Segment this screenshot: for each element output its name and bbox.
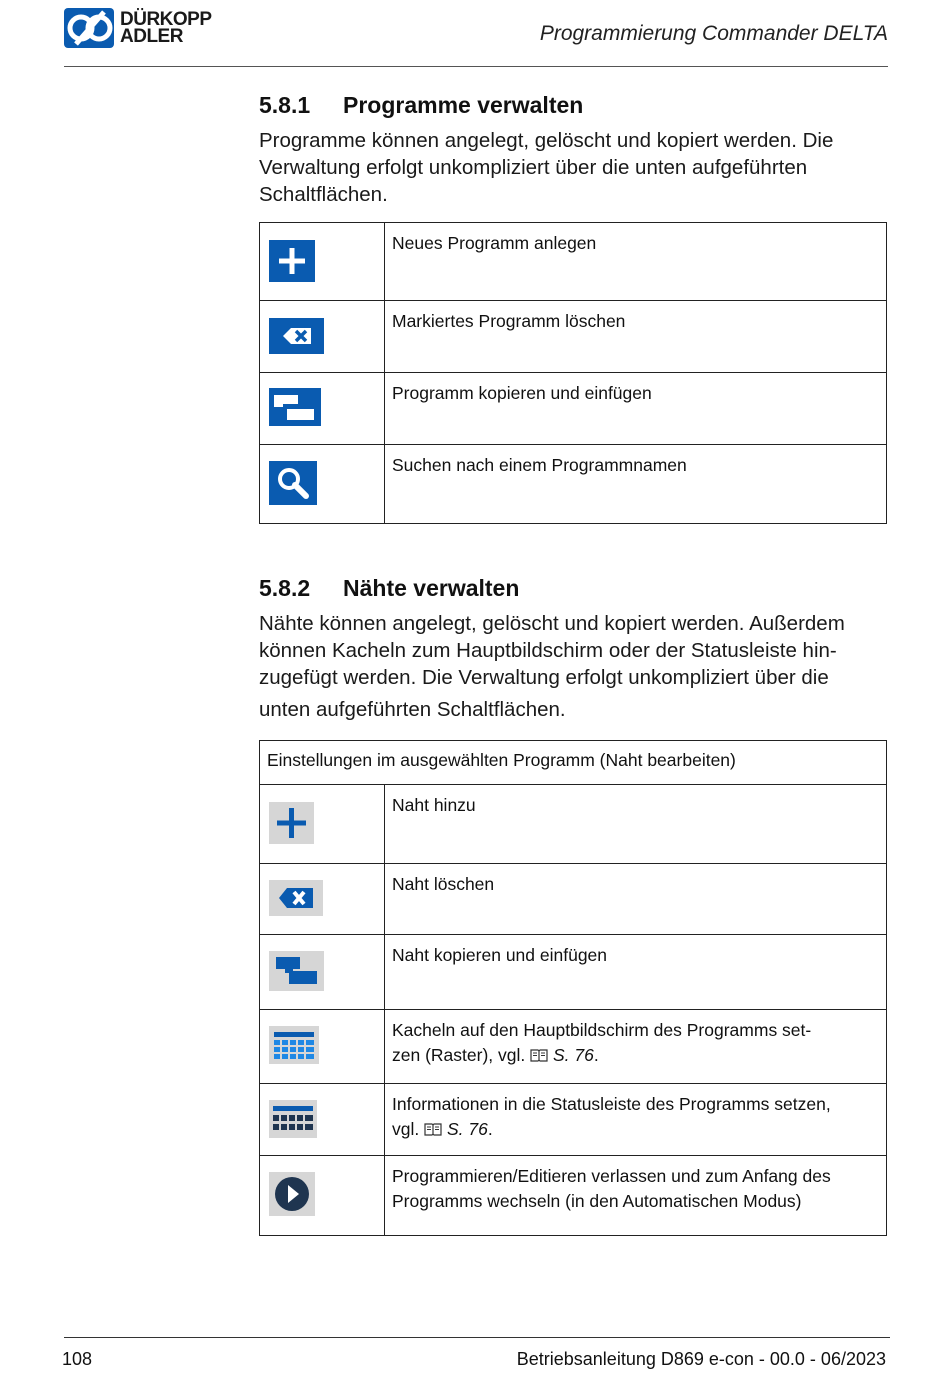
table-row [260,1010,887,1084]
paragraph-line: zugefügt werden. Die Verwaltung erfolgt unkompliziert über die [259,666,829,689]
section-heading [259,575,887,602]
description-line: Kacheln auf den Hauptbildschirm des Programms set- [392,1020,812,1040]
table-row [260,301,887,373]
copy-paste-icon [269,951,324,991]
paragraph-line: können Kacheln zum Hauptbildschirm oder der Statusleiste hin- [259,639,837,662]
section-paragraph: Programme können angelegt, gelöscht und kopiert werden. Die Verwaltung erfolgt unkompliziert über die unten aufgeführten Schaltflächen. [259,129,834,206]
plus-icon [269,240,315,282]
description-line: Programms wechseln (in den Automatischen Modus) [392,1191,802,1211]
page-reference-link[interactable]: S. 76 [446,1119,488,1139]
section-title: Nähte verwalten [343,575,520,601]
description-line [392,1043,879,1068]
description-cell: Neues Programm anlegen [385,223,887,301]
statusbar-tiles-icon [269,1100,317,1138]
description-line [392,1117,879,1142]
description-cell [385,1084,887,1156]
description-text: . [593,1045,599,1065]
logo-line-1: DÜRKOPP [120,9,212,30]
description-text: zen (Raster), vgl. [392,1045,531,1065]
description-line: Programmieren/Editieren verlassen und zum Anfang des [392,1166,831,1186]
delete-icon [269,880,323,916]
section-programme-verwalten [259,92,887,208]
table-row [260,223,887,301]
paragraph-line: unten aufgeführten Schaltflächen. [259,698,566,721]
section-naehte-verwalten [259,575,887,723]
header-title: Programmierung Commander DELTA [539,22,888,45]
icon-cell [260,785,385,864]
footer-divider [64,1337,890,1338]
book-reference-icon [530,1048,548,1062]
company-logo [64,8,212,48]
table-row [260,785,887,864]
description-cell: Markiertes Programm löschen [385,301,887,373]
logo-line-2: ADLER [120,26,183,47]
play-icon [269,1172,315,1216]
description-line: Informationen in die Statusleiste des Programms setzen, [392,1094,831,1114]
section-heading [259,92,887,119]
table-header-row [260,741,887,785]
program-buttons-table [259,222,887,524]
icon-cell [260,301,385,373]
section-paragraph [259,610,887,723]
grid-tiles-icon [269,1026,319,1064]
logo-wordmark [120,11,212,45]
table-row [260,445,887,524]
table-row [260,373,887,445]
section-number: 5.8.2 [259,575,311,601]
section-title: Programme verwalten [343,92,584,118]
icon-cell [260,864,385,935]
section-number: 5.8.1 [259,92,311,118]
description-cell [385,1010,887,1084]
description-cell: Suchen nach einem Programmnamen [385,445,887,524]
logo-mark-icon [64,8,114,48]
seam-buttons-table [259,740,887,1236]
icon-cell [260,935,385,1010]
table-row [260,1156,887,1236]
icon-cell [260,1084,385,1156]
table-row [260,864,887,935]
book-reference-icon [424,1122,442,1136]
copy-paste-icon [269,388,321,426]
icon-cell [260,1156,385,1236]
description-text: . [487,1119,493,1139]
icon-cell [260,223,385,301]
icon-cell [260,445,385,524]
paragraph-line: Nähte können angelegt, gelöscht und kopiert werden. Außerdem [259,612,845,635]
icon-cell [260,373,385,445]
description-text: vgl. [392,1119,425,1139]
description-cell: Naht hinzu [385,785,887,864]
search-icon [269,461,317,505]
page-number: 108 [62,1349,93,1369]
footer-document-info: Betriebsanleitung D869 e-con - 00.0 - 06/2023 [516,1349,886,1369]
table-header: Einstellungen im ausgewählten Programm (Naht bearbeiten) [260,741,887,785]
table-row [260,1084,887,1156]
header-divider [64,66,888,67]
description-cell: Programm kopieren und einfügen [385,373,887,445]
page-reference-link[interactable]: S. 76 [552,1045,594,1065]
description-cell [385,1156,887,1236]
description-cell: Naht kopieren und einfügen [385,935,887,1010]
plus-icon [269,802,314,844]
icon-cell [260,1010,385,1084]
description-cell: Naht löschen [385,864,887,935]
delete-icon [269,318,324,354]
table-row [260,935,887,1010]
